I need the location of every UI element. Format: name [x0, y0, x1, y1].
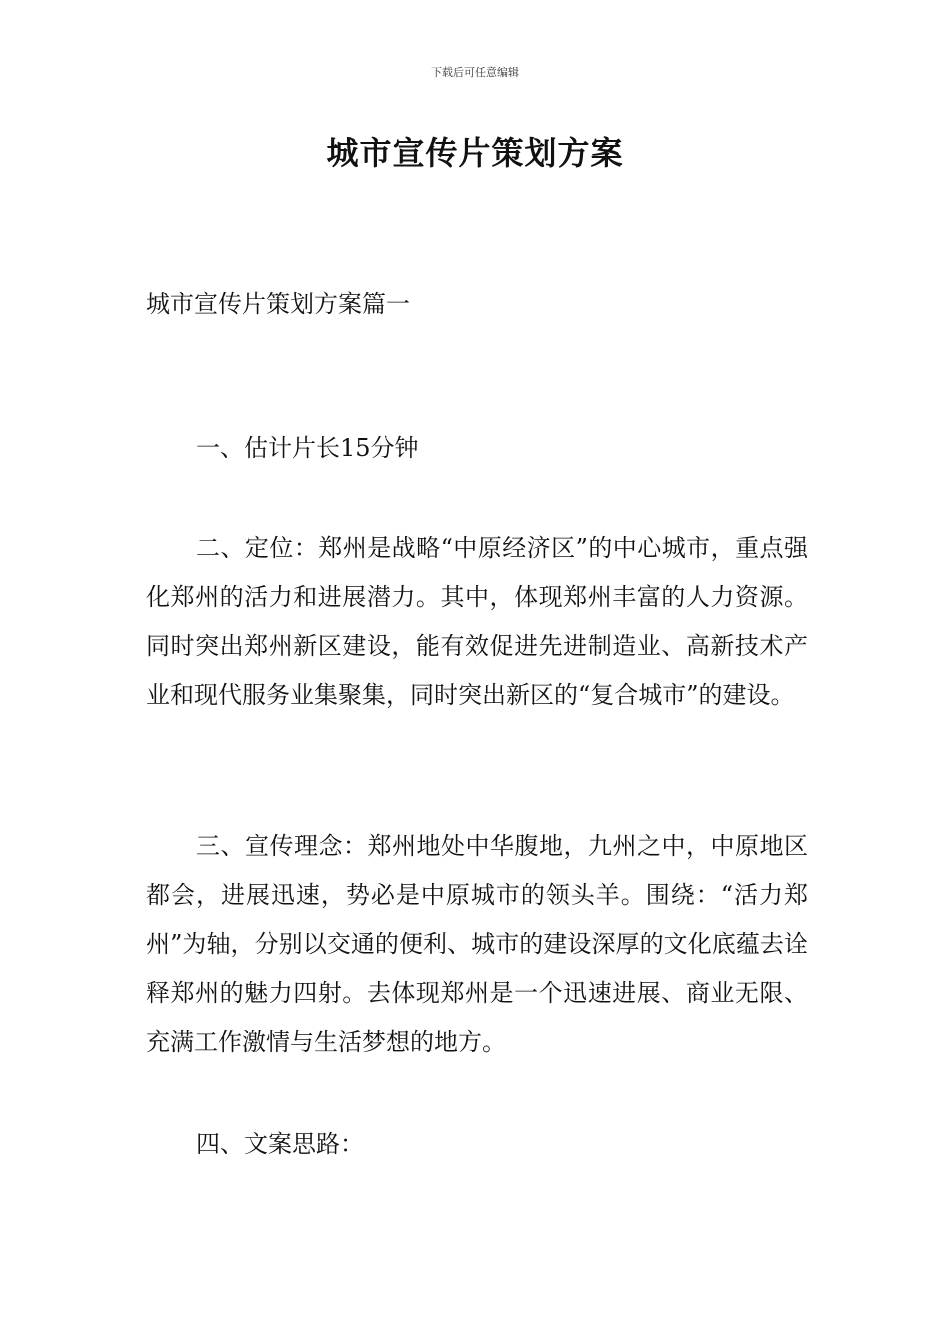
header-note: 下载后可任意编辑 [431, 66, 519, 79]
section-subtitle: 城市宣传片策划方案篇一 [146, 290, 410, 318]
paragraph-length: 一、估计片长15分钟 [196, 434, 419, 462]
paragraph-positioning: 二、定位：郑州是战略“中原经济区”的中心城市，重点强化郑州的活力和进展潜力。其中，体现郑州丰富的人力资源。同时突出郑州新区建设，能有效促进先进制造业、高新技术产业和现代服务业集聚集，同时突出新区的“复合城市”的建设。 [146, 534, 808, 709]
paragraph-concept: 三、宣传理念：郑州地处中华腹地，九州之中，中原地区都会，进展迅速，势必是中原城市的领头羊。围绕：“活力郑州”为轴，分别以交通的便利、城市的建设深厚的文化底蕴去诠释郑州的魅力四射。去体现郑州是一个迅速进展、商业无限、充满工作激情与生活梦想的地方。 [146, 832, 808, 1056]
document-title: 城市宣传片策划方案 [326, 134, 624, 172]
paragraph-copy-ideas: 四、文案思路： [196, 1130, 364, 1158]
